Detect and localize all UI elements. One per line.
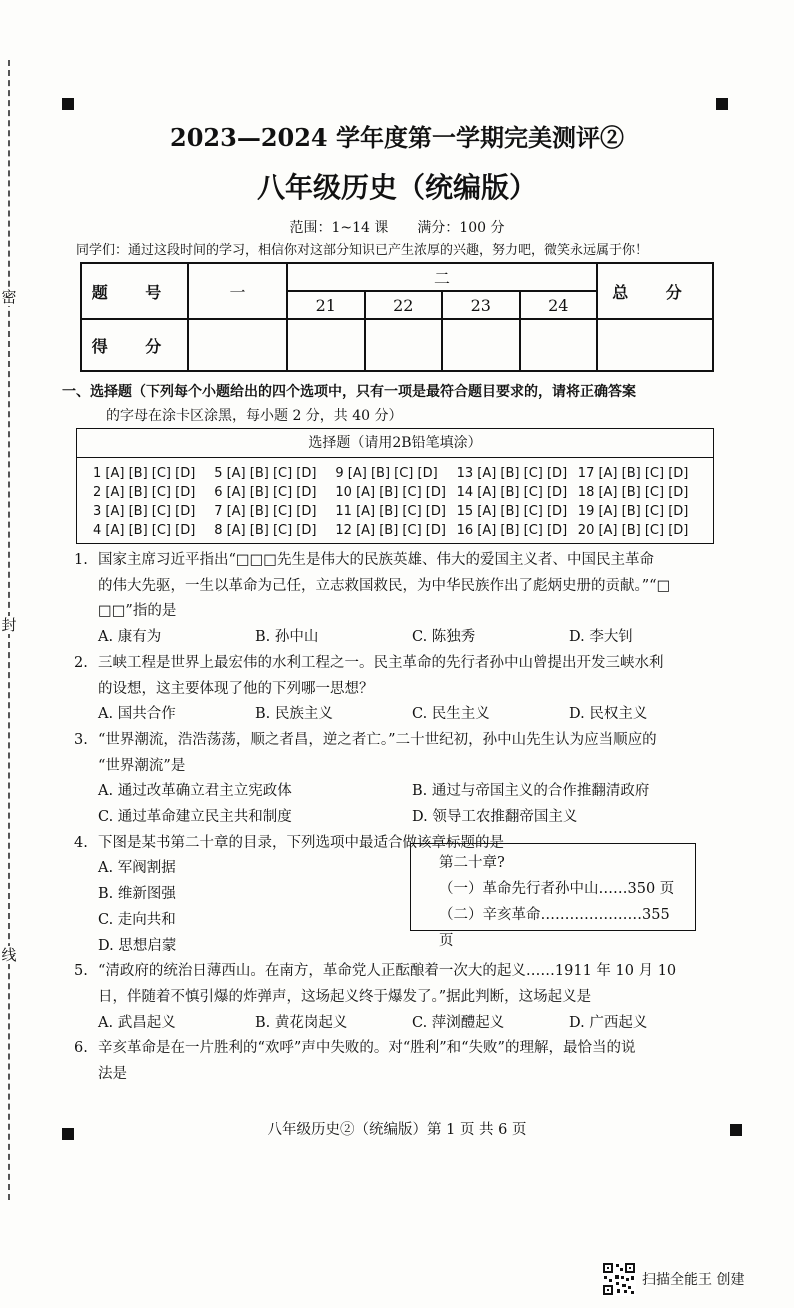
score-row-label-score: 得 分 (81, 319, 188, 371)
side-mark-xian: 线 (1, 946, 17, 964)
question-text-line: 日，伴随着不慎引爆的炸弹声，这场起义终于爆发了。”据此判断，这场起义是 (98, 988, 592, 1005)
question-number: 1. (74, 552, 88, 568)
answer-item[interactable]: 10 [A] [B] [C] [D] (335, 485, 446, 500)
answer-sheet-box (76, 428, 714, 544)
question-options (98, 702, 726, 728)
question-2 (74, 651, 726, 728)
question-5 (74, 959, 726, 1036)
question-number: 2. (74, 654, 88, 671)
option-b: B. 维新图强 (98, 886, 176, 903)
answer-box-title: 选择题（请用2B铅笔填涂） (77, 429, 713, 458)
answer-item[interactable]: 14 [A] [B] [C] [D] (456, 485, 568, 500)
question-text-line: 法是 (98, 1066, 127, 1083)
section-heading-line2: 的字母在涂卡区涂黑，每小题 2 分，共 40 分） (106, 408, 403, 424)
question-text-line: 的伟大先驱，一生以革命为己任，立志救国救民，为中华民族作出了彪炳史册的贡献。”“□ (98, 577, 671, 594)
answer-item[interactable]: 19 [A] [B] [C] [D] (577, 504, 689, 519)
question-options (98, 805, 726, 831)
answer-item[interactable]: 18 [A] [B] [C] [D] (577, 485, 689, 500)
answer-item[interactable]: 12 [A] [B] [C] [D] (335, 523, 446, 538)
range-text: 范围：1~14 课 (289, 220, 389, 236)
score-table (80, 262, 714, 372)
answer-item[interactable]: 17 [A] [B] [C] [D] (577, 466, 689, 481)
answer-item[interactable]: 1 [A] [B] [C] [D] (93, 466, 196, 481)
registration-mark-top-right (716, 98, 728, 110)
question-text-line: □□”指的是 (98, 603, 177, 620)
scanner-stamp (602, 1262, 744, 1296)
option-b: B. 民族主义 (255, 706, 333, 723)
scanner-stamp-text: 扫描全能王 创建 (642, 1272, 745, 1288)
score-cell-total[interactable] (597, 319, 713, 371)
option-c: C. 萍浏醴起义 (412, 1014, 505, 1031)
option-c: C. 通过革命建立民主共和制度 (98, 809, 292, 826)
option-d: D. 思想启蒙 (98, 937, 177, 954)
answer-item[interactable]: 13 [A] [B] [C] [D] (456, 466, 568, 481)
score-row-label-number: 题 号 (81, 263, 188, 319)
answer-item[interactable]: 16 [A] [B] [C] [D] (456, 523, 568, 538)
question-text-line: “世界潮流，浩浩荡荡，顺之者昌，逆之者亡。”二十世纪初，孙中山先生认为应当顺应的 (98, 731, 657, 748)
question-number: 4. (74, 834, 88, 851)
answer-item[interactable]: 15 [A] [B] [C] [D] (456, 504, 568, 519)
option-d: D. 广西起义 (569, 1014, 648, 1031)
score-subcol-24: 24 (520, 291, 598, 319)
question-text-line: 国家主席习近平指出“□□□先生是伟大的民族英雄、伟大的爱国主义者、中国民主革命 (98, 552, 655, 568)
answer-item[interactable]: 2 [A] [B] [C] [D] (93, 485, 196, 500)
toc-item: （二）辛亥革命…………………355 页 (439, 906, 670, 949)
score-col-two: 二 (287, 263, 597, 291)
option-c: C. 陈独秀 (412, 629, 476, 646)
score-subcol-22: 22 (365, 291, 443, 319)
answer-item[interactable]: 9 [A] [B] [C] [D] (335, 466, 438, 481)
option-b: B. 黄花岗起义 (255, 1014, 348, 1031)
question-4 (74, 831, 726, 960)
option-c: C. 走向共和 (98, 911, 176, 928)
score-col-one: 一 (188, 263, 287, 319)
option-d: D. 民权主义 (569, 706, 648, 723)
option-d: D. 领导工农推翻帝国主义 (412, 809, 578, 826)
option-b: B. 通过与帝国主义的合作推翻清政府 (412, 783, 650, 800)
qr-code-icon (602, 1262, 636, 1296)
score-subcol-23: 23 (442, 291, 520, 319)
question-text-line: 三峡工程是世界上最宏伟的水利工程之一。民主革命的先行者孙中山曾提出开发三峡水利 (98, 654, 664, 671)
question-text-line: “世界潮流”是 (98, 757, 186, 774)
answer-item[interactable]: 7 [A] [B] [C] [D] (214, 504, 317, 519)
score-col-total: 总 分 (597, 263, 713, 319)
full-score-text: 满分：100 分 (417, 220, 505, 236)
option-a: A. 国共合作 (98, 706, 176, 723)
exam-info (0, 217, 794, 237)
answer-bubble-grid (77, 458, 713, 540)
score-cell-21[interactable] (287, 319, 365, 371)
question-text-line: 下图是某书第二十章的目录，下列选项中最适合做该章标题的是 (98, 834, 504, 851)
question-1 (74, 548, 726, 651)
option-c: C. 民生主义 (412, 706, 490, 723)
question-options (98, 1011, 726, 1037)
question-options (98, 779, 726, 805)
option-a: A. 康有为 (98, 629, 162, 646)
exam-title: 2023—2024 学年度第一学期完美测评② (170, 123, 624, 152)
option-a: A. 军阀割据 (98, 860, 176, 877)
side-mark-feng: 封 (1, 616, 17, 634)
toc-item: （一）革命先行者孙中山……350 页 (439, 880, 675, 897)
question-options (98, 625, 726, 651)
option-d: D. 李大钊 (569, 629, 633, 646)
answer-item[interactable]: 6 [A] [B] [C] [D] (214, 485, 317, 500)
section-one-heading (62, 380, 722, 428)
encouragement-text: 同学们：通过这段时间的学习，相信你对这部分知识已产生浓厚的兴趣，努力吧，微笑永远属于你！ (76, 243, 649, 258)
question-text-line: 辛亥革命是在一片胜利的“欢呼”声中失败的。对“胜利”和“失败”的理解，最恰当的说 (98, 1040, 636, 1057)
score-cell-23[interactable] (442, 319, 520, 371)
answer-item[interactable]: 20 [A] [B] [C] [D] (577, 523, 689, 538)
side-mark-mi: 密 (1, 288, 17, 306)
question-number: 5. (74, 963, 88, 980)
score-cell-one[interactable] (188, 319, 287, 371)
score-subcol-21: 21 (287, 291, 365, 319)
questions-area (74, 548, 726, 1088)
section-heading-line1: 一、选择题（下列每个小题给出的四个选项中，只有一项是最符合题目要求的，请将正确答案 (62, 384, 636, 400)
question-6 (74, 1036, 726, 1087)
question-3 (74, 728, 726, 831)
registration-mark-top-left (62, 98, 74, 110)
question-text-line: 的设想，这主要体现了他的下列哪一思想？ (98, 680, 374, 697)
question-text-line: “清政府的统治日薄西山。在南方，革命党人正酝酿着一次大的起义……1911 年 10 月 10 (98, 963, 677, 980)
score-cell-22[interactable] (365, 319, 443, 371)
score-cell-24[interactable] (520, 319, 598, 371)
answer-item[interactable]: 4 [A] [B] [C] [D] (93, 523, 196, 538)
table-of-contents-box (410, 843, 696, 949)
option-a: A. 武昌起义 (98, 1014, 176, 1031)
answer-item[interactable]: 5 [A] [B] [C] [D] (214, 466, 317, 481)
option-b: B. 孙中山 (255, 629, 319, 646)
option-a: A. 通过改革确立君主立宪政体 (98, 783, 292, 800)
exam-subtitle: 八年级历史（统编版） (256, 171, 537, 204)
answer-item[interactable]: 3 [A] [B] [C] [D] (93, 504, 196, 519)
question-number: 6. (74, 1040, 88, 1057)
page-footer: 八年级历史②（统编版）第 1 页 共 6 页 (267, 1122, 527, 1138)
question-number: 3. (74, 731, 88, 748)
answer-item[interactable]: 8 [A] [B] [C] [D] (214, 523, 317, 538)
answer-item[interactable]: 11 [A] [B] [C] [D] (335, 504, 446, 519)
toc-title: 第二十章? (439, 854, 505, 871)
